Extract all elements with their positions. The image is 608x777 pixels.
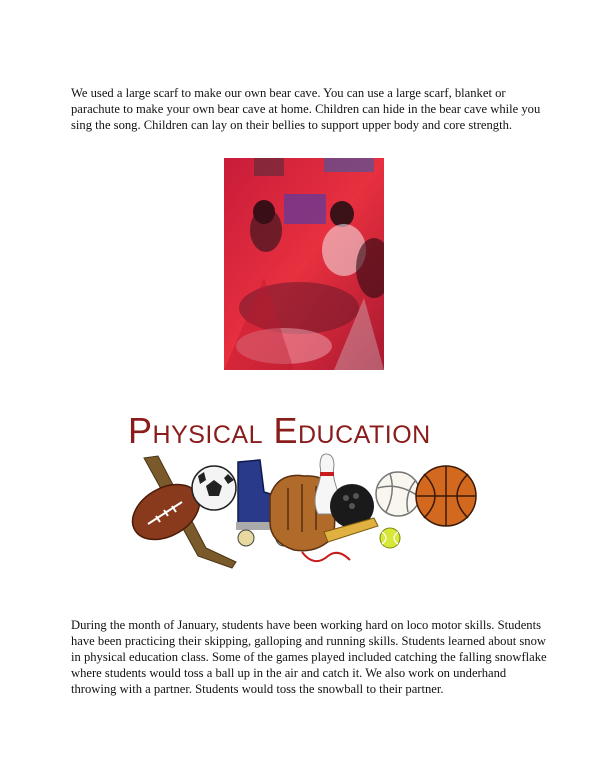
physical-education-paragraph: During the month of January, students have been working hard on loco motor skills. Students have been practicing their skipping, galloping and running skills. Students learned about snow in physical education class. Some of the games played included catching the falling snowflake where students would toss a ball up in the air and catch it. We also work on underhand throwing with a partner. Students would toss the snowball to their partner. xyxy=(71,618,547,696)
tennis-ball-icon xyxy=(380,528,400,548)
sports-equipment-illustration xyxy=(128,452,488,570)
bear-cave-photo xyxy=(224,158,384,370)
physical-education-heading: Physical Education xyxy=(128,410,431,451)
jump-rope-icon xyxy=(302,552,350,561)
volleyball-icon xyxy=(376,472,420,516)
bear-cave-paragraph: We used a large scarf to make our own bear cave. You can use a large scarf, blanket or parachute to make your own bear cave at home. Children can hide in the bear cave while you sing the song. Children can lay on their bellies to support upper body and core strength. xyxy=(71,86,541,132)
soccer-ball-icon xyxy=(192,466,236,510)
basketball-icon xyxy=(416,466,476,526)
bear-cave-photo-graphic xyxy=(224,158,384,370)
